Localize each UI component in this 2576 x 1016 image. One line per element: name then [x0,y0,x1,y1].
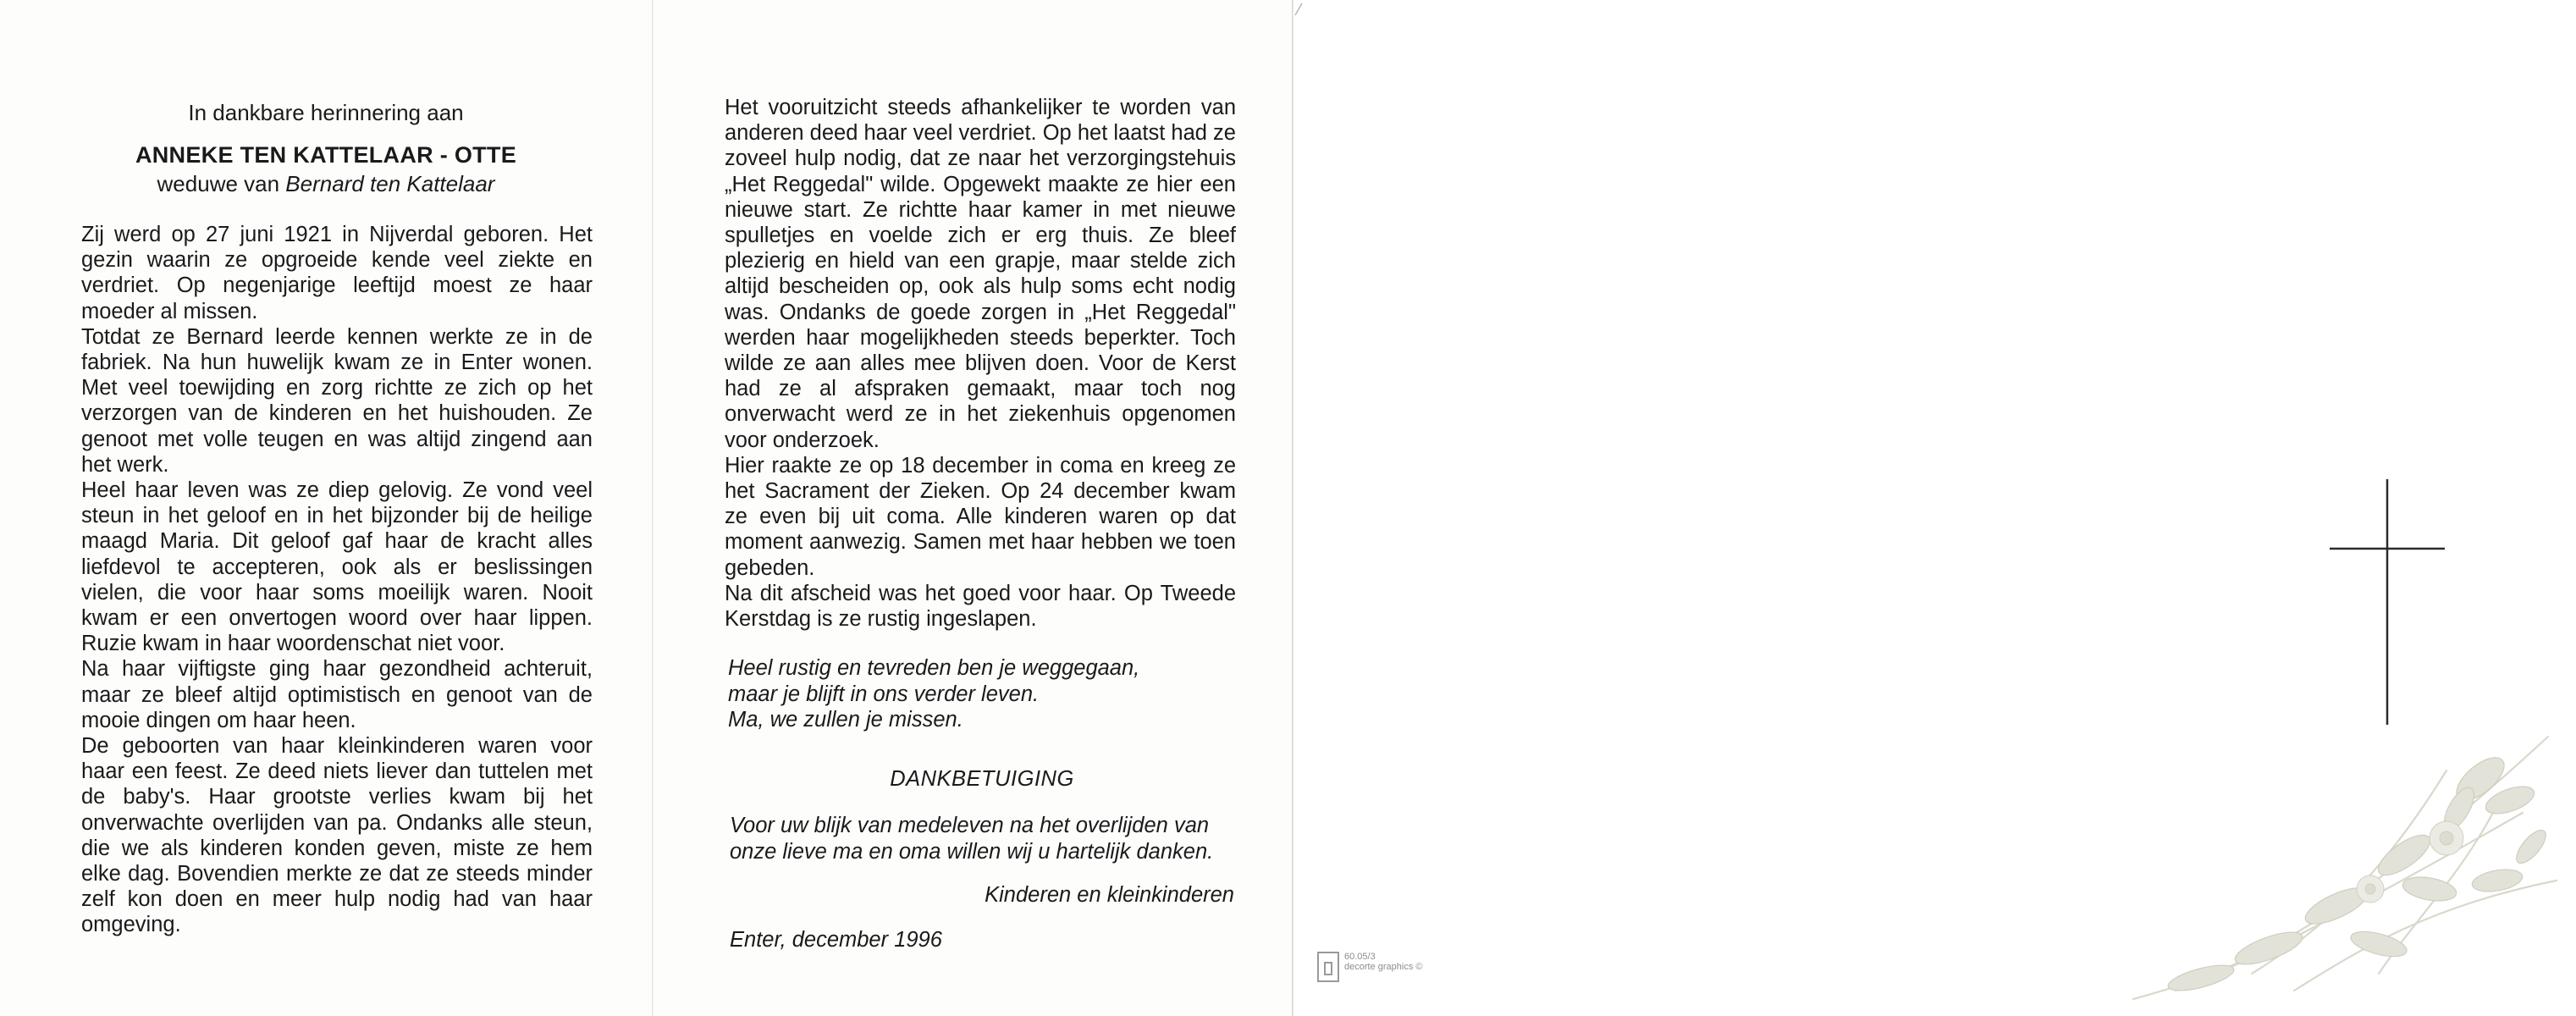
thanks-text [730,813,1238,865]
cross-icon [2330,479,2445,725]
publisher-name: decorte graphics © [1344,962,1423,972]
biography-paragraph: Hier raakte ze op 18 december in coma en kreeg ze het Sacrament der Zieken. Op 24 december kwam ze even bij uit coma. Alle kinderen waren op dat moment aanwezig. Samen met haar hebben we toen gebeden. [725,453,1236,580]
widow-prefix: weduwe van [157,171,286,196]
floral-watermark-icon [2125,720,2565,1008]
corner-mark [1294,0,1310,17]
biography-paragraph: De geboorten van haar kleinkinderen waren voor haar een feest. Ze deed niets liever dan tuttelen met de baby's. Haar grootste verlies kwam bij het onverwachte overlijden van pa. Ondanks alle steun, die we als kinderen konden geven, miste ze hem elke dag. Bovendien merkte ze dat ze steeds minder zelf kon doen en meer hulp nodig had van haar omgeving. [81,734,593,937]
poem [728,655,1236,733]
poem-line: Heel rustig en tevreden ben je weggegaan, [728,656,1140,680]
thanks-line: onze lieve ma en oma willen wij u hartelijk danken. [730,840,1214,864]
signature: Kinderen en kleinkinderen [985,883,1234,907]
spouse-name: Bernard ten Kattelaar [285,171,495,196]
poem-line: maar je blijft in ons verder leven. [728,682,1040,706]
biography-paragraph: Het vooruitzicht steeds afhankelijker te worden van anderen deed haar veel verdriet. Op het laatst had ze zoveel hulp nodig, dat ze naar het verzorgingstehuis „Het Reggedal" wilde. Opgewekt maakte ze hier een nieuwe start. Ze richtte haar kamer in met nieuwe spulletjes en voelde zich er erg thuis. Ze bleef plezierig en hield van een grapje, maar stelde zich altijd bescheiden op, ook als hulp soms echt nodig was. Ondanks de goede zorgen in „Het Reggedal" werden haar mogelijkheden steeds beperkter. Toch wilde ze aan alles mee blijven doen. Voor de Kerst had ze al afspraken gemaakt, maar toch nog onverwacht werd ze in het ziekenhuis opgenomen voor onderzoek. [725,96,1236,452]
biography-part-2 [725,95,1236,632]
fold-line [1292,0,1294,1016]
publisher-text [1344,952,1423,972]
place-date: Enter, december 1996 [730,928,942,952]
biography-paragraph: Zij werd op 27 juni 1921 in Nijverdal geboren. Het gezin waarin ze opgroeide kende veel ziekte en verdriet. Op negenjarige leeftijd moest ze haar moeder al missen. [81,223,593,323]
fold-line [652,0,654,1016]
biography-paragraph: Na haar vijftigste ging haar gezondheid achteruit, maar ze bleef altijd optimistisch en genoot van de mooie dingen om haar heen. [81,657,593,732]
publisher-code: 60.05/3 [1344,952,1376,962]
thanks-title: DANKBETUIGING [890,767,1074,791]
dedication-header [0,98,652,198]
publisher-mark [1317,952,1423,982]
thanks-line: Voor uw blijk van medeleven na het overlijden van [730,814,1210,837]
deceased-name: ANNEKE TEN KATTELAAR - OTTE [135,142,517,168]
biography-paragraph: Na dit afscheid was het goed voor haar. Op Tweede Kerstdag is ze rustig ingeslapen. [725,581,1236,632]
biography-part-1 [81,222,593,938]
publisher-logo-icon [1317,952,1339,982]
poem-line: Ma, we zullen je missen. [728,708,963,732]
biography-paragraph: Totdat ze Bernard leerde kennen werkte ze in de fabriek. Na hun huwelijk kwam ze in Enter wonen. Met veel toewijding en zorg richtte ze zich op het verzorgen van de kinderen en het huishouden. Ze genoot met volle teugen en was altijd zingend aan het werk. [81,324,593,477]
widow-line [0,169,652,198]
intro-line: In dankbare herinnering aan [188,100,464,125]
biography-paragraph: Heel haar leven was ze diep gelovig. Ze vond veel steun in het geloof en in het bijzonder bij de heilige maagd Maria. Dit geloof gaf haar de kracht alles liefdevol te accepteren, ook als er beslissingen vielen, die voor haar soms moeilijk waren. Nooit kwam er een onvertogen woord over haar lippen. Ruzie kwam in haar woordenschat niet voor. [81,478,593,656]
